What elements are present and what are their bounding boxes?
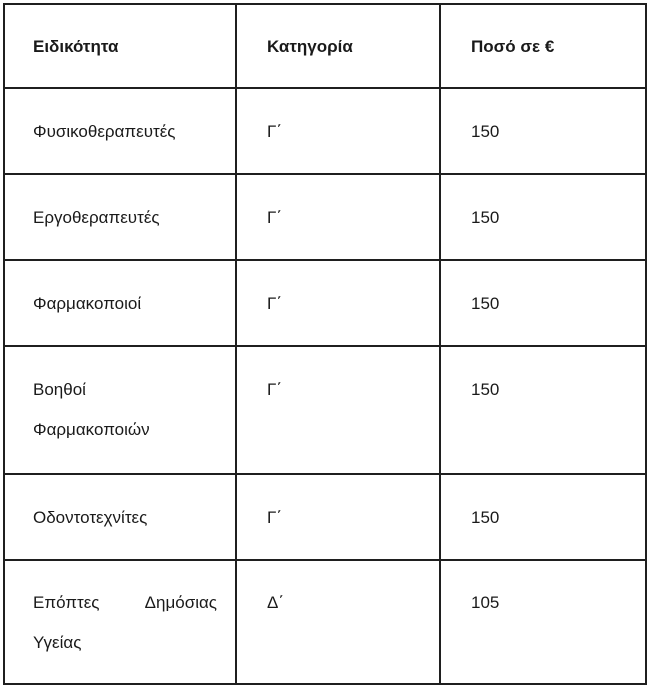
cell-specialty: Εργοθεραπευτές <box>4 174 236 260</box>
cell-amount: 150 <box>440 346 646 474</box>
cell-category: Δ΄ <box>236 560 440 684</box>
compensation-table <box>3 3 647 685</box>
header-specialty: Ειδικότητα <box>4 4 236 88</box>
table-row <box>4 174 646 260</box>
header-amount: Ποσό σε € <box>440 4 646 88</box>
cell-category: Γ΄ <box>236 88 440 174</box>
table-row <box>4 346 646 474</box>
cell-amount: 105 <box>440 560 646 684</box>
cell-category: Γ΄ <box>236 260 440 346</box>
table-row <box>4 560 646 684</box>
cell-amount: 150 <box>440 88 646 174</box>
table-row <box>4 260 646 346</box>
cell-category: Γ΄ <box>236 174 440 260</box>
cell-specialty: Επόπτες Δημόσιας Υγείας <box>4 560 236 684</box>
cell-specialty: Φαρμακοποιοί <box>4 260 236 346</box>
table-row <box>4 474 646 560</box>
cell-specialty: Οδοντοτεχνίτες <box>4 474 236 560</box>
cell-amount: 150 <box>440 174 646 260</box>
cell-amount: 150 <box>440 260 646 346</box>
cell-amount: 150 <box>440 474 646 560</box>
cell-specialty: Φυσικοθεραπευτές <box>4 88 236 174</box>
cell-specialty: Βοηθοί Φαρμακοποιών <box>4 346 236 474</box>
cell-category: Γ΄ <box>236 474 440 560</box>
header-category: Κατηγορία <box>236 4 440 88</box>
cell-category: Γ΄ <box>236 346 440 474</box>
table-header-row <box>4 4 646 88</box>
table-row <box>4 88 646 174</box>
